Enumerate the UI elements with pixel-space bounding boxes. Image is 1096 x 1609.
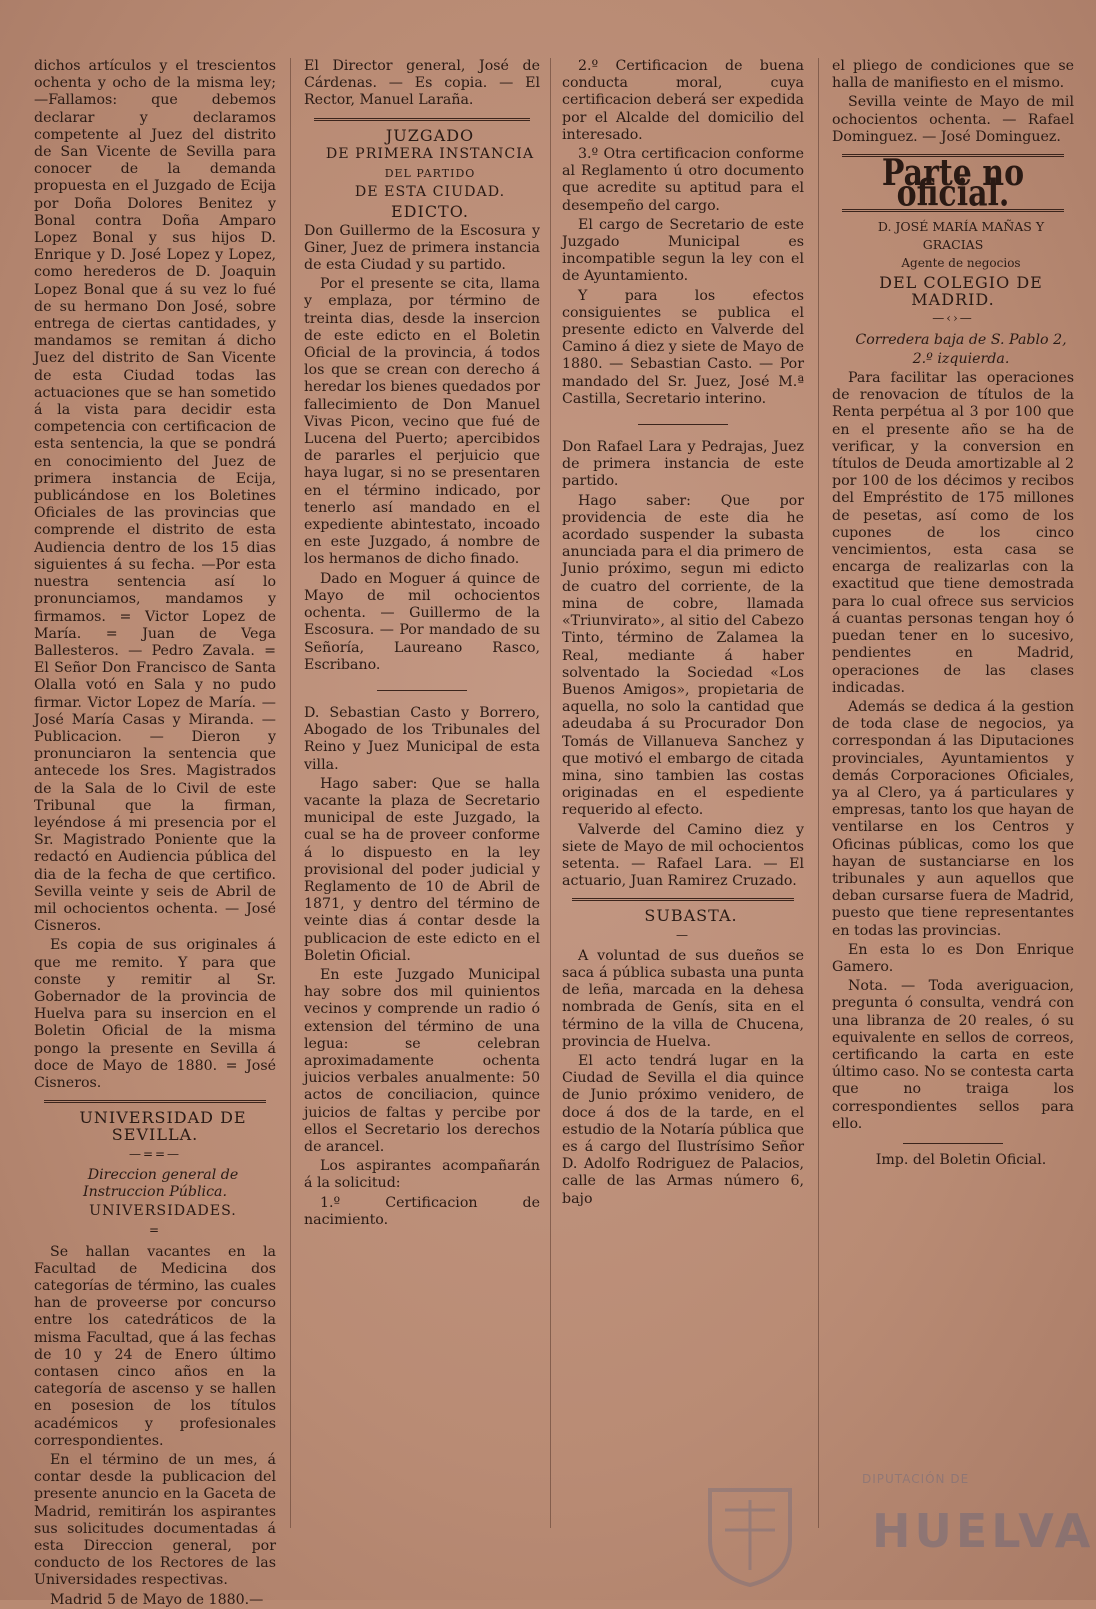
court-stats: En este Juzgado Municipal hay sobre dos mil quinientos vecinos y comprende un radio ó extension del término de una legua: se celebran aproximadamente ochenta juicios verbales anualmente: 50 actos de conciliacion, quince juicios de faltas y percibe por ellos el Secretario los derechos de arancel. xyxy=(304,966,540,1155)
coat-of-arms-watermark xyxy=(700,1480,800,1590)
application-notice: En el término de un mes, á contar desde la publicacion del presente anuncio en la Gaceta de Madrid, remitirán los aspirantes sus solicitudes documentadas á esta Direccion general, por conducto de los Rectores de las Universidades respectivas. xyxy=(34,1452,276,1589)
court-title: JUZGADO xyxy=(385,125,475,145)
court-district: DEL PARTIDO xyxy=(384,167,476,181)
judge-lara-intro: Don Rafael Lara y Pedrajas, Juez de primera instancia de este partido. xyxy=(562,439,804,490)
column-2 xyxy=(304,58,540,1538)
separator-rule xyxy=(377,690,467,691)
agent-role: Agente de negocios xyxy=(901,255,1021,270)
university-title: UNIVERSIDAD DE SEVILLA. xyxy=(79,1108,247,1145)
edict-title: EDICTO. xyxy=(390,202,469,222)
requirement-2: 2.º Certificacion de buena conducta moral, cuya certificacion deberá ser expedida por el Alcalde del domicilio del interesado. xyxy=(562,58,804,143)
incompatibility-note: El cargo de Secretario de este Juzgado Municipal es incompatible segun la ley con el de Ayuntamiento. xyxy=(562,216,804,285)
agent-floor: 2.º izquierda. xyxy=(912,350,1010,367)
nota-text: Nota. — Toda averiguacion, pregunta ó consulta, vendrá con una libranza de 20 reales, ó su equivalente en sellos de correos, certificando la carta en este último caso. No se contesta carta que no traiga los correspondientes sellos para ello. xyxy=(832,978,1074,1132)
column-3 xyxy=(562,58,804,1538)
vacancy-text: Hago saber: Que se halla vacante la plaza de Secretario municipal de este Juzgado, la cual se ha de proveer conforme á lo dispuesto en la ley provisional del poder judicial y Reglamento de 10 de Abril de 1871, y dentro del término de veinte dias á contar desde la publicacion de este edicto en el Boletin Oficial. xyxy=(304,775,540,964)
ornament-rule: —‹›— xyxy=(932,311,974,326)
renewal-text: Para facilitar las operaciones de renovacion de títulos de la Renta perpétua al 3 por 100 que en el presente año se ha de verificar, y la conversion en títulos de Deuda amortizable al 2 por 100 de los décimos y recibos del Empréstito de 175 millones de pesetas, así como de los cupones de los cinco vencimientos, esta casa se encarga de realizarlas con la exactitud que tiene demostrada para lo cual ofrece sus servicios á cuantas personas tengan hoy ó puedan tener en lo sucesivo, pendientes en Madrid, operaciones de las clases indicadas. xyxy=(832,370,1074,696)
watermark-line-2: HUELVA xyxy=(872,1504,1095,1558)
direction-title: Direccion general de Instruccion Pública. xyxy=(82,1166,239,1200)
requirement-3: 3.º Otra certificacion conforme al Reglamento ú otro documento que acredite su aptitud para el desempeño del cargo. xyxy=(562,146,804,214)
agent-address: Corredera baja de S. Pablo 2, xyxy=(855,331,1067,348)
watermark-line-1: DIPUTACIÓN DE xyxy=(862,1472,970,1486)
non-official-title: Parte no oficial. xyxy=(881,152,1025,216)
edict-signature: Dado en Moguer á quince de Mayo de mil ochocientos ochenta. — Guillermo de la Escosura. — Por mandado de su Señoría, Laureano Rasco, Escribano. xyxy=(304,570,540,673)
auction-details: El acto tendrá lugar en la Ciudad de Sevilla el dia quince de Junio próximo venidero, de doce á dos de la tarde, en el estudio de la Notaría pública que es á cargo del Ilustrísimo Señor D. Adolfo Rodriguez de Palacios, calle de las Armas número 6, bajo xyxy=(562,1052,804,1207)
local-agent: En esta lo es Don Enrique Gamero. xyxy=(832,941,1074,975)
requirement-1: 1.º Certificacion de nacimiento. xyxy=(304,1194,540,1228)
column-divider xyxy=(550,58,551,1528)
copy-note: Es copia de sus originales á que me remito. Y para que conste y remitir al Sr. Gobernador de la provincia de Huelva para su insercion en el Boletin Oficial de la misma pongo la presente en Sevilla á doce de Mayo de 1880. = José Cisneros. xyxy=(34,937,276,1091)
ornament-rule: — xyxy=(676,927,690,942)
municipal-judge-intro: D. Sebastian Casto y Borrero, Abogado de los Tribunales del Reino y Juez Municipal de esta villa. xyxy=(304,704,540,773)
printer-imprint: Imp. del Boletin Oficial. xyxy=(875,1151,1047,1168)
auction-signature: Sevilla veinte de Mayo de mil ochocientos ochenta. — Rafael Dominguez. — José Dominguez. xyxy=(832,94,1074,145)
mine-auction-notice: Hago saber: Que por providencia de este dia he acordado suspender la subasta anunciada para el dia primero de Junio próximo, segun mi edicto de cuatro del corriente, de la mina de cobre, llamada «Triunvirato», al sitio del Cabezo Tinto, término de Zalamea la Real, mediante á haber solventado la Sociedad «Los Buenos Amigos», propietaria de aquella, no solo la cantidad que adeudaba á su Procurador Don Tomás de Villanueva Sanchez y que motivó el embargo de citada mina, sino tambien las costas originadas en el espediente requerido al efecto. xyxy=(562,492,804,819)
mine-notice-signature: Valverde del Camino diez y siete de Mayo de mil ochocientos setenta. — Rafael Lara. — El actuario, Juan Ramirez Cruzado. xyxy=(562,821,804,890)
column-4 xyxy=(832,58,1074,1538)
services-text: Además se dedica á la gestion de toda clase de negocios, ya correspondan á las Diputaciones provinciales, Ayuntamientos y demás Corporaciones Oficiales, ya al Clero, ya á particulares y empresas, tanto los que hayan de ventilarse en los Centros y Oficinas públicas, como los que hayan de sustanciarse en los tribunales y aun aquellos que deban cursarse fuera de Madrid, puesto que tiene representantes en todas las provincias. xyxy=(832,698,1074,939)
separator-rule xyxy=(638,424,728,425)
column-divider xyxy=(818,58,819,1528)
separator-rule xyxy=(903,1143,1003,1144)
auction-text: A voluntad de sus dueños se saca á pública subasta una punta de leña, marcada en la dehesa nombrada de Genís, sita en el término de la villa de Chucena, provincia de Huelva. xyxy=(562,947,804,1050)
column-divider xyxy=(290,58,291,1528)
section-rule xyxy=(44,1100,266,1103)
auction-title: SUBASTA. xyxy=(644,906,738,926)
ornament-rule: = xyxy=(148,1223,162,1238)
sentence-text: dichos artículos y el trescientos ochenta y ocho de la misma ley; —Fallamos: que debemos declarar y declaramos competente al Juez del distrito de San Vicente de Sevilla para conocer de la demanda propuesta en el Juzgado de Ecija por Doña Dolores Benitez y Bonal contra Doña Amparo Lopez Bonal y sus hijos D. Enrique y D. José Lopez y Lopez, como herederos de D. Joaquin Lopez Bonal que á su vez lo fué de su hermano Don José, sobre entrega de ciertas cantidades, y mandamos se remitan á dicho Juez del distrito de San Vicente de esta Ciudad todas las actuaciones que se han sometido á la vista para decidir esta competencia con certificacion de esta sentencia, la que se pondrá en conocimiento del Juez de primera instancia de Ecija, publicándose en los Boletines Oficiales de las provincias que comprende el distrito de esta Audiencia dentro de los 15 dias siguientes á su fecha. —Por esta nuestra sentencia así lo pronunciamos, mandamos y firmamos. = Victor Lopez de María. = Juan de Vega Ballesteros. — Pedro Zavala. = El Señor Don Francisco de Santa Olalla votó en Sala y no pudo firmar. Victor Lopez de María. — José María Casas y Miranda. — Publicacion. — Dieron y pronunciaron la sentencia que antecede los Sres. Magistrados de la Sala de lo Civil de este Tribunal que la firman, leyéndose á mi presencia por el Sr. Magistrado Poniente que la redactó en Audiencia pública del dia de la fecha de que certifico. Sevilla veinte y seis de Abril de mil ochocientos ochenta. — José Cisneros. xyxy=(34,58,276,935)
vacancy-notice: Se hallan vacantes en la Facultad de Medicina dos categorías de término, las cuales han de proveerse por concurso entre los catedráticos de la misma Facultad, que á las fechas de 10 y 24 de Enero último contasen cinco años en la categoría de ascenso y se hallen en posesion de los títulos académicos y profesionales correspondientes. xyxy=(34,1243,276,1449)
requirements-intro: Los aspirantes acompañarán á la solicitud: xyxy=(304,1158,540,1192)
auction-continuation: el pliego de condiciones que se halla de manifiesto en el mismo. xyxy=(832,58,1074,92)
archive-watermark xyxy=(862,1470,1095,1590)
ornament-rule: —==— xyxy=(128,1146,182,1161)
court-city: DE ESTA CIUDAD. xyxy=(354,184,506,201)
section-rule xyxy=(314,118,530,121)
section-rule xyxy=(572,898,794,901)
date-line: Madrid 5 de Mayo de 1880.— xyxy=(50,1591,264,1608)
judge-intro: Don Guillermo de la Escosura y Giner, Juez de primera instancia de esta Ciudad y su partido. xyxy=(304,222,540,274)
signature-line: El Director general, José de Cárdenas. — Es copia. — El Rector, Manuel Laraña. xyxy=(304,58,540,109)
edict-text: Por el presente se cita, llama y emplaza, por término de treinta dias, desde la insercion de este edicto en el Boletin Oficial de la provincia, á todos los que se crean con derecho á heredar los bienes quedados por fallecimiento de Don Manuel Vivas Picon, vecino que fué de Lucena del Puerto; apercibidos de pararles el perjuicio que haya lugar, si no se presentaren en el término indicado, por tenerlo así mandado en el expediente abintestato, incoado en este Juzgado, á nombre de los hermanos de dicho finado. xyxy=(304,276,540,568)
universities-subtitle: UNIVERSIDADES. xyxy=(89,1203,237,1220)
agent-name: D. JOSÉ MARÍA MAÑAS Y GRACIAS xyxy=(877,219,1045,252)
column-1 xyxy=(34,58,276,1608)
court-subtitle: DE PRIMERA INSTANCIA xyxy=(325,145,535,162)
agent-college: DEL COLEGIO DE MADRID. xyxy=(879,273,1043,310)
edict-closing: Y para los efectos consiguientes se publica el presente edicto en Valverde del Camino á diez y siete de Mayo de 1880. — Sebastian Casto. — Por mandado del Sr. Juez, José M.ª Castilla, Secretario interino. xyxy=(562,287,804,407)
